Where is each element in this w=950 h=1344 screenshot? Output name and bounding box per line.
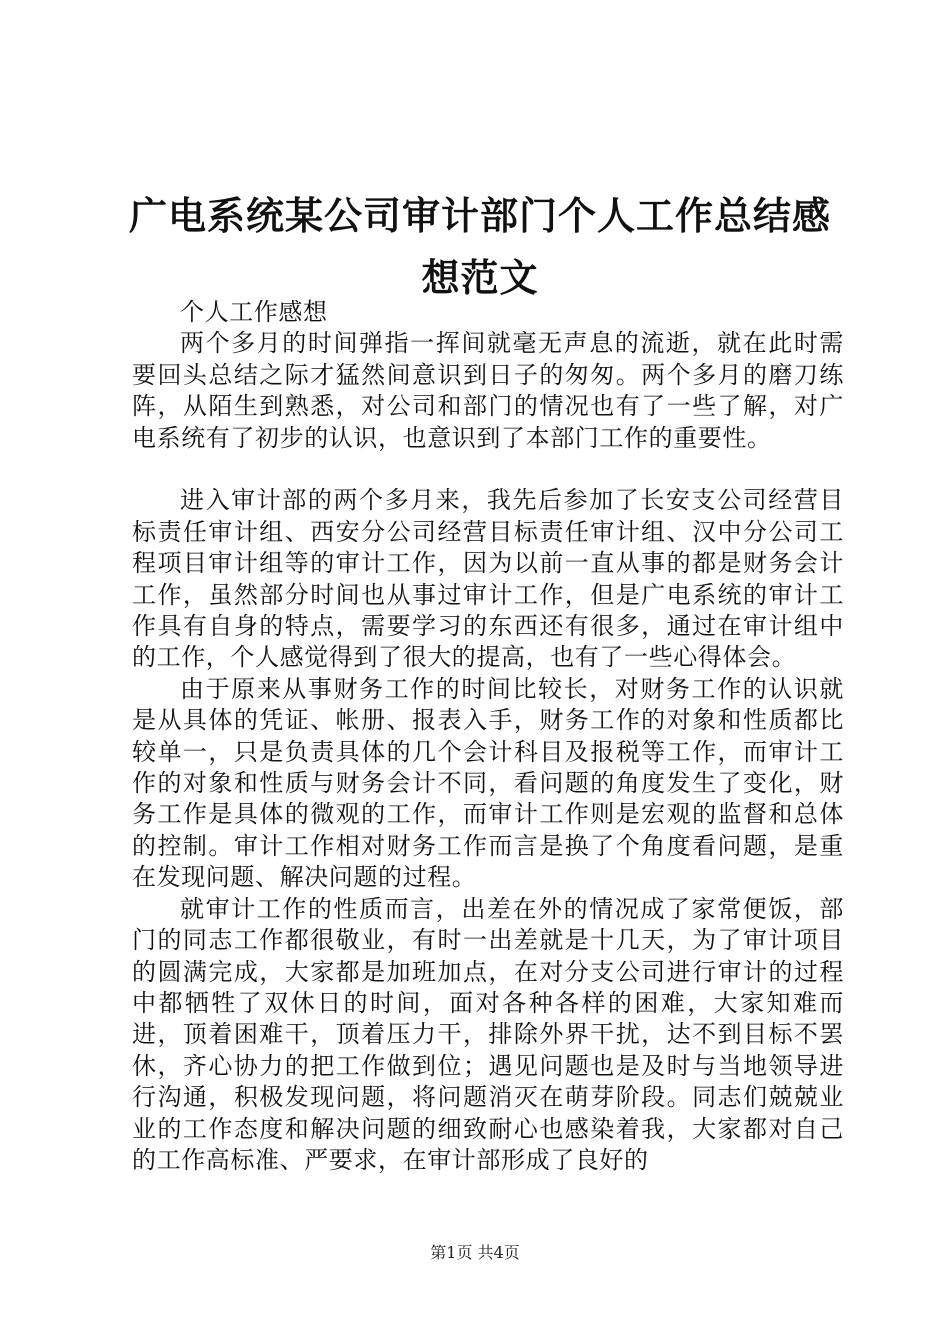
section-heading: 个人工作感想 xyxy=(180,298,328,326)
page-footer: 第1页 共4页 xyxy=(430,1243,520,1262)
paragraph-4: 就审计工作的性质而言，出差在外的情况成了家常便饭，部门的同志工作都很敬业，有时一出差就是十几天，为了审计项目的圆满完成，大家都是加班加点，在对分支公司进行审计的过程中都牺牲了双休日的时间，面对各种各样的困难，大家知难而进，顶着困难干，顶着压力干，排除外界干扰，达不到目标不罢休，齐心协力的把工作做到位；遇见问题也是及时与当地领导进行沟通，积极发现问题，将问题消灭在萌芽阶段。同志们兢兢业业的工作态度和解决问题的细致耐心也感染着我，大家都对自己的工作高标准、严要求，在审计部形成了良好的 xyxy=(132,894,844,1174)
document-body xyxy=(132,297,844,1176)
paragraph-1: 两个多月的时间弹指一挥间就毫无声息的流逝，就在此时需要回头总结之际才猛然间意识到日子的匆匆。两个多月的磨刀练阵，从陌生到熟悉，对公司和部门的情况也有了一些了解，对广电系统有了初步的认识，也意识到了本部门工作的重要性。 xyxy=(132,329,844,452)
paragraph-spacer xyxy=(132,454,844,485)
document-title: 广电系统某公司审计部门个人工作总结感想范文 xyxy=(128,194,831,301)
paragraph-2: 进入审计部的两个多月来，我先后参加了长安支公司经营目标责任审计组、西安分公司经营目标责任审计组、汉中分公司工程项目审计组等的审计工作，因为以前一直从事的都是财务会计工作，虽然部分时间也从事过审计工作，但是广电系统的审计工作具有自身的特点，需要学习的东西还有很多，通过在审计组中的工作，个人感觉得到了很大的提高，也有了一些心得体会。 xyxy=(132,486,844,672)
paragraph-3: 由于原来从事财务工作的时间比较长，对财务工作的认识就是从具体的凭证、帐册、报表入手，财务工作的对象和性质都比较单一，只是负责具体的几个会计科目及报税等工作，而审计工作的对象和性质与财务会计不同，看问题的角度发生了变化，财务工作是具体的微观的工作，而审计工作则是宏观的监督和总体的控制。审计工作相对财务工作而言是换了个角度看问题，是重在发现问题、解决问题的过程。 xyxy=(132,674,844,892)
